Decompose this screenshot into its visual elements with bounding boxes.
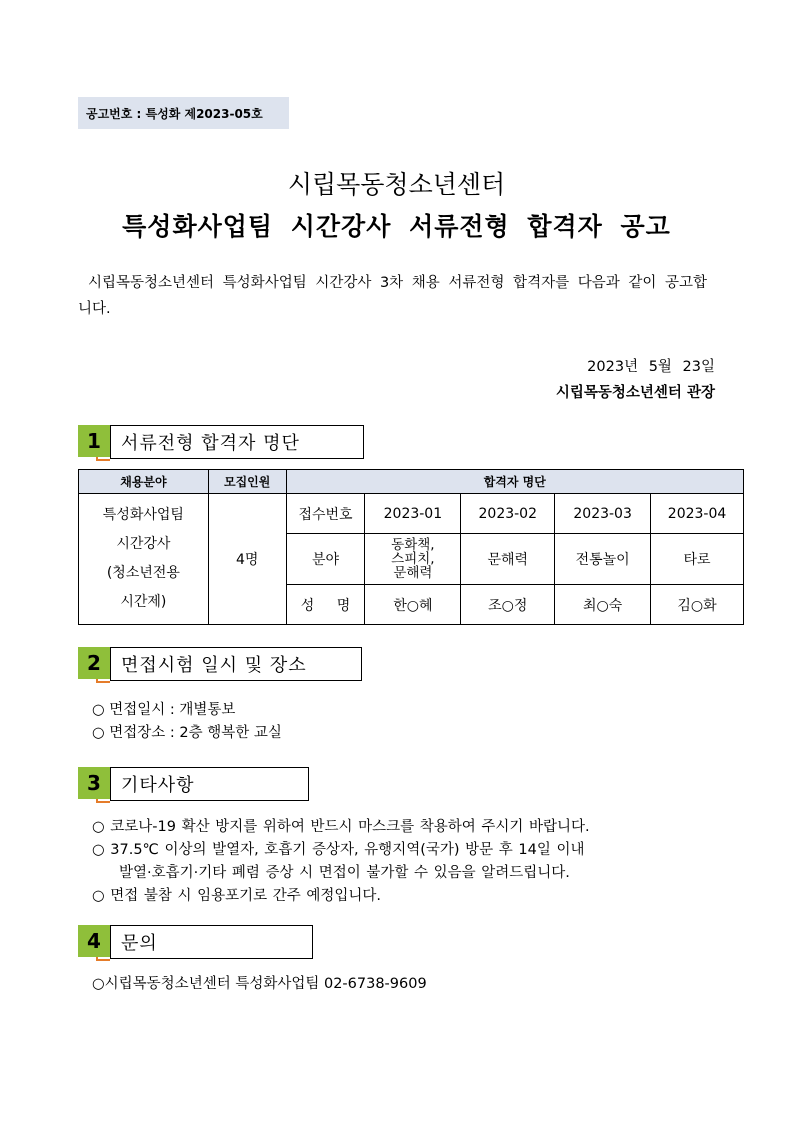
list-item: ○ 면접 불참 시 임용포기로 간주 예정입니다. xyxy=(92,888,382,904)
field-line: 시간제) xyxy=(120,594,167,610)
section-4-header xyxy=(78,925,313,961)
name-cell: 김○화 xyxy=(651,585,744,625)
contact-line: ○시립목동청소년센터 특성화사업팀 02-6738-9609 xyxy=(92,976,427,992)
header-passers: 합격자 명단 xyxy=(286,470,743,494)
id-cell: 2023-01 xyxy=(365,494,461,534)
field-line: 특성화사업팀 xyxy=(102,507,184,523)
intro-text: 시립목동청소년센터 특성화사업팀 시간강사 3차 채용 서류전형 합격자를 다음과 같이 공고합니다. xyxy=(78,275,707,317)
issuer: 시립목동청소년센터 관장 xyxy=(555,385,715,401)
list-item: ○ 면접일시 : 개별통보 xyxy=(92,702,236,718)
section-title: 서류전형 합격자 명단 xyxy=(110,425,364,459)
section-number: 4 xyxy=(78,925,110,957)
headcount-cell: 4명 xyxy=(208,494,286,625)
title-line1: 시립목동청소년센터 xyxy=(287,170,506,199)
field-value-cell: 타로 xyxy=(651,534,744,585)
id-cell: 2023-04 xyxy=(651,494,744,534)
header-headcount: 모집인원 xyxy=(208,470,286,494)
row-label-field: 분야 xyxy=(286,534,365,585)
section-3-header xyxy=(78,767,309,803)
section-number: 1 xyxy=(78,425,110,457)
name-cell: 한○혜 xyxy=(365,585,461,625)
field-value-cell xyxy=(365,534,461,585)
field-value-line: 문해력 xyxy=(393,565,433,581)
row-label-id: 접수번호 xyxy=(286,494,365,534)
list-item-continued: 발열·호흡기·기타 폐렴 증상 시 면접이 불가할 수 있음을 알려드립니다. xyxy=(119,865,570,881)
field-line: (청소년전용 xyxy=(106,565,180,581)
etc-list xyxy=(92,816,590,908)
row-label-name: 성 명 xyxy=(286,585,365,625)
section-title: 기타사항 xyxy=(110,767,309,801)
id-cell: 2023-02 xyxy=(461,494,555,534)
section-1-header xyxy=(78,425,364,461)
result-table xyxy=(78,469,744,625)
field-line: 시간강사 xyxy=(116,536,171,552)
header-field: 채용분야 xyxy=(79,470,209,494)
name-cell: 최○숙 xyxy=(555,585,651,625)
interview-list xyxy=(92,699,282,745)
field-value-line: 동화책, xyxy=(391,537,435,553)
list-item: ○ 37.5℃ 이상의 발열자, 호흡기 증상자, 유행지역(국가) 방문 후 14일 이내 xyxy=(92,842,585,858)
section-number: 2 xyxy=(78,647,110,679)
field-value-cell: 전통놀이 xyxy=(555,534,651,585)
section-number: 3 xyxy=(78,767,110,799)
title-line2: 특성화사업팀 시간강사 서류전형 합격자 공고 xyxy=(122,212,671,241)
name-cell: 조○정 xyxy=(461,585,555,625)
list-item: ○ 면접장소 : 2층 행복한 교실 xyxy=(92,725,282,741)
section-title: 문의 xyxy=(110,925,313,959)
field-value-cell: 문해력 xyxy=(461,534,555,585)
contact-info xyxy=(92,973,427,996)
field-value-line: 스피치, xyxy=(391,551,435,567)
section-title: 면접시험 일시 및 장소 xyxy=(110,647,362,681)
notice-date: 2023년 5월 23일 xyxy=(587,359,715,375)
notice-number: 공고번호 : 특성화 제2023-05호 xyxy=(78,97,289,129)
section-2-header xyxy=(78,647,362,683)
id-cell: 2023-03 xyxy=(555,494,651,534)
list-item: ○ 코로나-19 확산 방지를 위하여 반드시 마스크를 착용하여 주시기 바랍니다. xyxy=(92,819,590,835)
field-cell xyxy=(79,494,209,625)
